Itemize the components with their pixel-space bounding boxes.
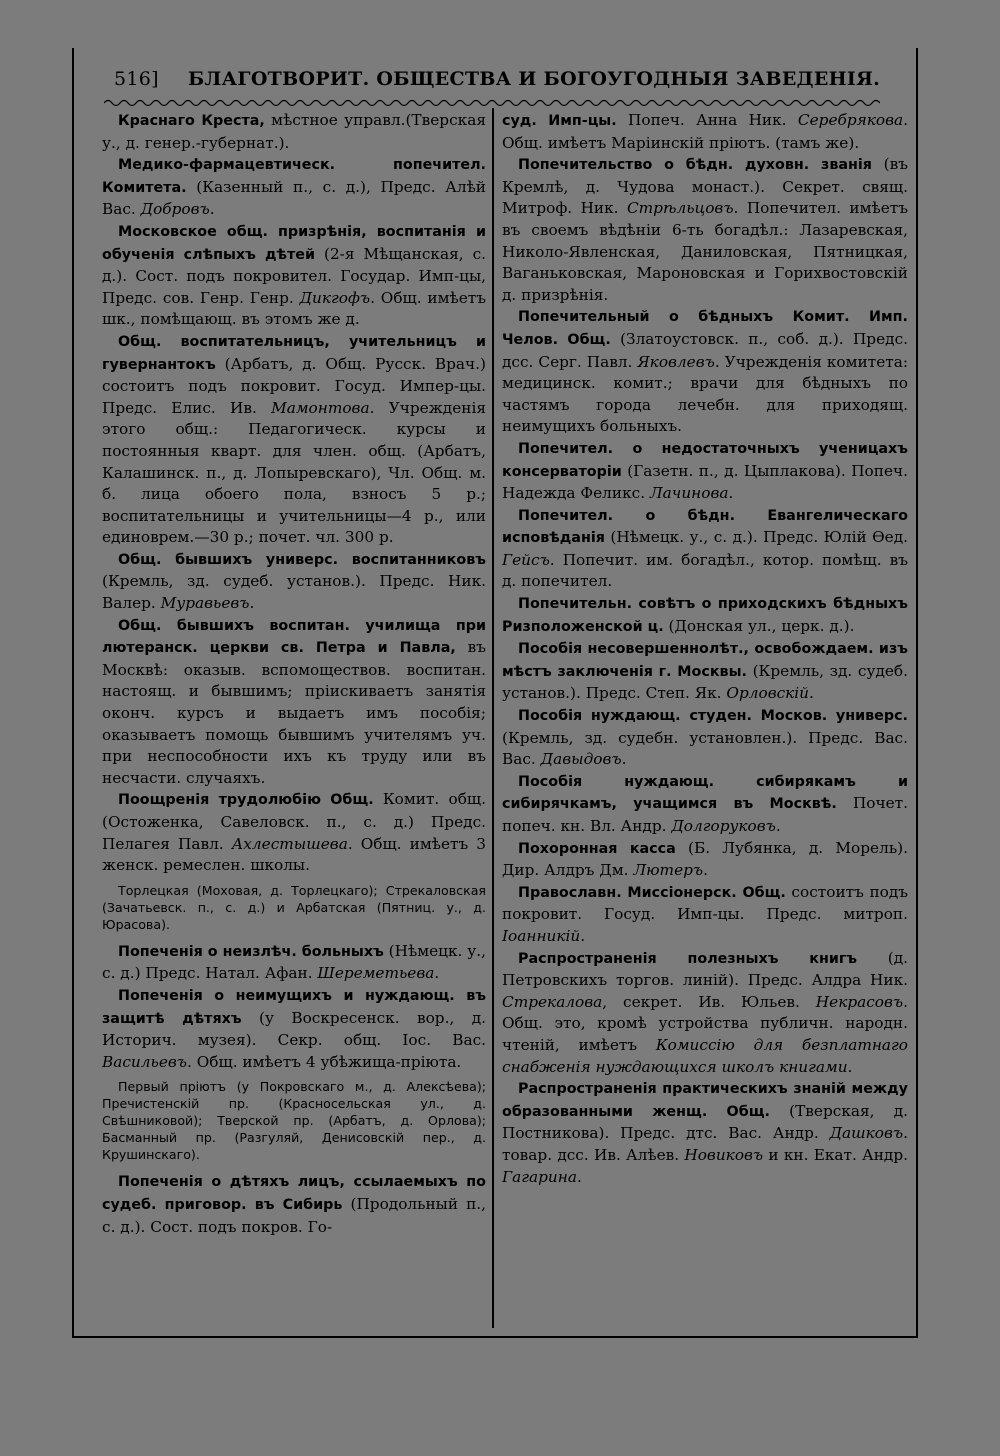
left-entry bbox=[102, 1171, 486, 1238]
entry-name-italic: Новиковъ bbox=[684, 1145, 764, 1164]
entry-heading: Общ. воспитательницъ, учительницъ и гувернантокъ bbox=[102, 333, 486, 373]
entry-text: (Б. Лубянка, д. Морель). Дир. Алдръ Дм. bbox=[502, 838, 908, 880]
entry-text: . bbox=[621, 750, 627, 769]
right-entry bbox=[502, 771, 908, 838]
entry-text: (Кремль, зд. судеб. установ.). Предс. Степ. Як. bbox=[502, 661, 908, 703]
entry-heading: Попечител. о недостаточныхъ ученицахъ консерваторіи bbox=[502, 440, 908, 480]
entry-text: и кн. Екат. Андр. bbox=[763, 1145, 908, 1164]
left-note: Первый пріютъ (у Покровскаго м., д. Алексѣева); Пречистенскій пр. (Красносельская ул., д. Свѣшниковой); Тверской пр. (Арбатъ, д. Орлова); Басманный пр. (Разгуляй, Денисовскій пер., д. Крушинскаго). bbox=[102, 1079, 486, 1163]
entry-name-italic: Мамонтова bbox=[271, 398, 370, 417]
entry-text: (Нѣмецк. у., с. д.). Предс. Юлій Өед. bbox=[604, 528, 908, 547]
entry-text: . bbox=[703, 861, 708, 880]
entry-text: . bbox=[775, 817, 781, 835]
entry-heading: Попечительство о бѣдн. духовн. званія bbox=[518, 157, 872, 174]
entry-text: (у Воскресенск. вор., д. Историч. музея). Секр. общ. Іос. Вас. bbox=[102, 1008, 486, 1050]
entry-name-italic: Шереметьева bbox=[317, 964, 435, 983]
entry-name-italic: Лачинова bbox=[649, 484, 729, 503]
entry-text: . Общ. имѣетъ 3 женск. ремеслен. школы. bbox=[102, 834, 486, 875]
right-entry bbox=[502, 1078, 908, 1188]
entry-text: (2-я Мѣщанская, с. д.). Сост. подъ покровител. Государ. Имп-цы, Предс. сов. Генр. Генр. bbox=[102, 244, 486, 307]
entry-heading: Общ. бывшихъ универс. воспитанниковъ bbox=[118, 551, 486, 568]
left-entry bbox=[102, 985, 486, 1073]
entry-name-italic: Васильевъ bbox=[102, 1052, 187, 1071]
left-entry bbox=[102, 110, 486, 154]
entry-name-italic: Серебрякова bbox=[797, 111, 904, 129]
entry-heading: суд. Имп-цы. bbox=[502, 113, 617, 129]
entry-name-italic: Лютеръ bbox=[633, 861, 704, 880]
right-entry bbox=[502, 438, 908, 505]
entry-heading: Попеченія о неимущихъ и нуждающ. въ защитѣ дѣтяхъ bbox=[102, 987, 486, 1027]
entry-heading: Попеченія о дѣтяхъ лицъ, ссылаемыхъ по судеб. приговор. въ Сибирь bbox=[102, 1174, 486, 1213]
entry-name-italic: Орловскій bbox=[726, 684, 810, 703]
entry-text: . bbox=[209, 200, 215, 219]
entry-text: (Златоустовск. п., соб. д.). Предс. дсс. Серг. Павл. bbox=[502, 329, 908, 371]
entry-text: Почет. попеч. кн. Вл. Андр. bbox=[502, 794, 908, 835]
entry-text: . bbox=[580, 926, 586, 945]
entry-text: . bbox=[434, 964, 440, 983]
entry-heading: Общ. бывшихъ воспитан. училища при лютеранск. церкви св. Петра и Павла, bbox=[102, 617, 486, 657]
entry-name-italic: Долгоруковъ bbox=[671, 817, 776, 835]
entry-heading: Пособія нуждающ. студен. Москов. универс. bbox=[518, 708, 908, 725]
entry-name-italic: Ахлестышева bbox=[231, 834, 348, 853]
entry-text: . bbox=[809, 684, 814, 703]
right-entry bbox=[502, 110, 908, 154]
left-entry bbox=[102, 331, 486, 549]
entry-text: Попеч. Анна Ник. bbox=[616, 111, 798, 129]
page-title: БЛАГОТВОРИТ. ОБЩЕСТВА И БОГОУГОДНЫЯ ЗАВЕДЕНІЯ. bbox=[188, 68, 881, 90]
entry-name-italic: Стрекалова bbox=[502, 992, 603, 1011]
entry-name-italic: Комиссію для безплатнаго снабженія нуждающихся школъ книгами bbox=[502, 1035, 908, 1076]
entry-text: (Кремль, зд. судебн. установлен.). Предс. Вас. Вас. bbox=[502, 728, 908, 769]
entry-text: (Донская ул., церк. д.). bbox=[663, 616, 855, 635]
document-page bbox=[72, 48, 918, 1338]
entry-text: . товар. дсс. Ив. Алѣев. bbox=[502, 1124, 908, 1164]
entry-text: состоитъ подъ покровит. Госуд. Имп-цы. Предс. митроп. bbox=[502, 882, 908, 924]
entry-text: (Казенный п., с. д.), Предс. Алѣй Вас. bbox=[102, 177, 486, 219]
right-entry bbox=[502, 948, 908, 1079]
entry-heading: Попечител. о бѣдн. Евангелическаго исповѣданія bbox=[502, 507, 908, 547]
entry-heading: Распространенія полезныхъ книгъ bbox=[518, 950, 858, 967]
entry-name-italic: Некрасовъ bbox=[815, 992, 904, 1011]
entry-text: . Общ. имѣетъ Маріинскій пріютъ. (тамъ же). bbox=[502, 111, 908, 152]
header-wavy-rule bbox=[104, 98, 880, 108]
entry-text: (Кремль, зд. судеб. установ.). Предс. Ник. Валер. bbox=[102, 572, 486, 613]
left-entry bbox=[102, 941, 486, 985]
left-entry bbox=[102, 615, 486, 790]
left-entry bbox=[102, 789, 486, 876]
entry-heading: Попеченія о неизлѣч. больныхъ bbox=[118, 943, 384, 960]
entry-text: . Общ. это, кромѣ устройства публичн. народн. чтеній, имѣетъ bbox=[502, 992, 908, 1054]
entry-text: Комит. общ. (Остоженка, Савеловск. п., с. д.) Предс. Пелагея Павл. bbox=[102, 790, 486, 853]
entry-text: (Нѣмецк. у., с. д.) Предс. Натал. Афан. bbox=[102, 941, 486, 983]
entry-text: . Учрежденія этого общ.: Педагогическ. курсы и постоянныя кварт. для член. общ. (Арбатъ, Калашинск. п., д. Лопыревскаго), Чл. Общ. м. б. лица обоего пола, взносъ 5 р.; воспитательницы и учительницы—4 р., или единоврем.—30 р.; почет. чл. 300 р. bbox=[102, 398, 486, 547]
entry-heading: Московское общ. призрѣнія, воспитанія и обученія слѣпыхъ дѣтей bbox=[102, 223, 486, 263]
entry-text: . Общ. имѣетъ шк., помѣщающ. въ этомъ же д. bbox=[102, 288, 486, 329]
entry-heading: Распространенія практическихъ знаній между образованными женщ. Общ. bbox=[502, 1081, 908, 1120]
entry-text: (Арбатъ, д. Общ. Русск. Врач.) состоитъ подъ покровит. Госуд. Импер-цы. Предс. Елис. Ив. bbox=[102, 354, 486, 417]
entry-text: . Общ. имѣетъ 4 убѣжища-пріюта. bbox=[187, 1052, 462, 1071]
entry-text: (Тверская, д. Постникова). Предс. дтс. Вас. Андр. bbox=[502, 1101, 908, 1143]
entry-text: . Попечител. имѣетъ въ своемъ вѣдѣніи 6-ть богадѣл.: Лазаревская, Николо-Явленская, Даниловская, Пятницкая, Ваганьковская, Мароновская и Горихвостовскій д. призрѣнія. bbox=[502, 199, 908, 304]
entry-heading: Пособія нуждающ. сибирякамъ и сибирячкамъ, учащимся въ Москвѣ. bbox=[502, 773, 908, 813]
entry-name-italic: Дашковъ bbox=[829, 1124, 904, 1143]
entry-name-italic: Стрѣльцовъ bbox=[626, 199, 734, 218]
left-entry bbox=[102, 154, 486, 221]
entry-heading: Поощренія трудолюбію Общ. bbox=[118, 792, 374, 809]
right-entry bbox=[502, 593, 908, 638]
entry-text: (Продольный п., с. д.). Сост. подъ покров. Го- bbox=[102, 1194, 486, 1236]
left-entry bbox=[102, 549, 486, 615]
entry-name-italic: Гагарина bbox=[502, 1167, 577, 1186]
entry-text: , секрет. Ив. Юльев. bbox=[602, 992, 816, 1011]
column-divider bbox=[492, 108, 494, 1328]
right-entry bbox=[502, 638, 908, 705]
entry-heading: Попечительный о бѣдныхъ Комит. Имп. Челов. Общ. bbox=[502, 309, 908, 348]
right-entry bbox=[502, 505, 908, 593]
left-column bbox=[102, 110, 486, 1238]
entry-name-italic: Іоанникій bbox=[502, 926, 581, 945]
entry-text: (въ Кремлѣ, д. Чудова монаст.). Секрет. свящ. Митроф. Ник. bbox=[502, 155, 908, 218]
entry-text: . bbox=[728, 484, 734, 503]
entry-text: . bbox=[576, 1167, 582, 1186]
entry-name-italic: Муравьевъ bbox=[160, 594, 250, 613]
entry-text: (д. Петровскихъ торгов. линій). Предс. Алдра Ник. bbox=[502, 948, 908, 990]
entry-text: мѣстное управл.(Тверская у., д. генер.-губернат.). bbox=[102, 111, 486, 152]
entry-heading: Попечительн. совѣтъ о приходскихъ бѣдныхъ Ризположенской ц. bbox=[502, 596, 908, 635]
entry-text: . Учрежденія комитета: медицинск. комит.; врачи для бѣдныхъ по частямъ города лечебн. для приходящ. неимущихъ больныхъ. bbox=[502, 352, 908, 436]
page-header bbox=[114, 68, 896, 102]
entry-name-italic: Гейсъ bbox=[502, 550, 550, 569]
right-entry bbox=[502, 154, 908, 306]
left-note: Торлецкая (Моховая, д. Торлецкаго); Стрекаловская (Зачатьевск. п., с. д.) и Арбатская (Пятниц. у., д. Юрасова). bbox=[102, 882, 486, 932]
entry-heading: Краснаго Креста, bbox=[118, 113, 265, 129]
entry-heading: Похоронная касса bbox=[518, 840, 676, 857]
entry-text: . bbox=[847, 1057, 853, 1076]
entry-name-italic: Давыдовъ bbox=[540, 750, 622, 769]
entry-name-italic: Дикгофъ bbox=[299, 288, 371, 307]
entry-text: въ Москвѣ: оказыв. вспомоществов. воспитан. настоящ. и бывшимъ; пріискиваетъ занятія оконч. курсъ и выдаетъ имъ пособія; оказываетъ помощь бывшимъ учителямъ уч. при неспособности ихъ къ труду или въ несчасти. случаяхъ. bbox=[102, 638, 486, 787]
entry-heading: Пособія несовершеннолѣт., освобождаем. изъ мѣстъ заключенія г. Москвы. bbox=[502, 641, 908, 680]
entry-text: . bbox=[249, 594, 255, 613]
entry-heading: Медико-фармацевтическ. попечител. Комитета. bbox=[102, 157, 486, 196]
page-number: 516] bbox=[114, 68, 159, 90]
entry-name-italic: Яковлевъ bbox=[637, 352, 715, 371]
entry-text: (Газетн. п., д. Цыплакова). Попеч. Надежда Феликс. bbox=[502, 461, 908, 503]
entry-name-italic: Добровъ bbox=[140, 200, 210, 219]
right-entry bbox=[502, 705, 908, 771]
right-entry bbox=[502, 838, 908, 882]
entry-text: . Попечит. им. богадѣл., котор. помѣщ. въ д. попечител. bbox=[502, 550, 908, 591]
left-entry bbox=[102, 221, 486, 331]
entry-heading: Православн. Миссіонерск. Общ. bbox=[518, 884, 786, 901]
right-column bbox=[502, 110, 908, 1188]
right-entry bbox=[502, 882, 908, 948]
right-entry bbox=[502, 306, 908, 438]
